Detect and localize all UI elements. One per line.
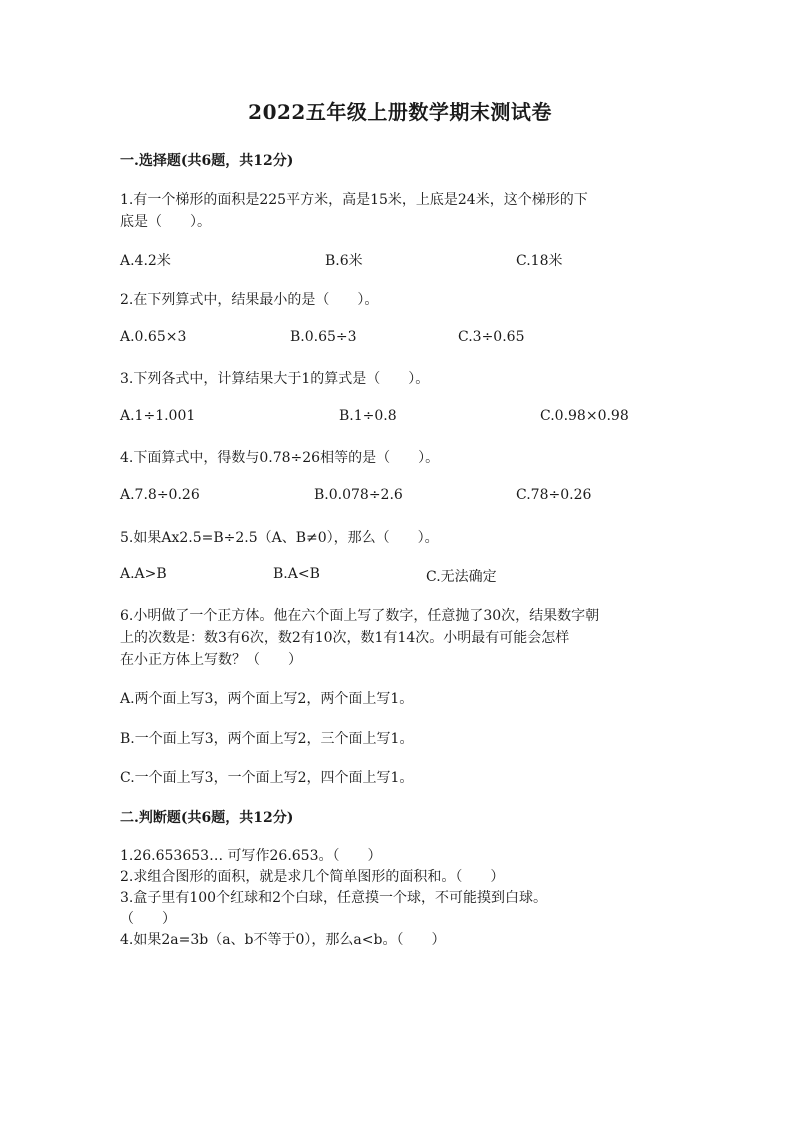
- question-6-option-b: B.一个面上写3，两个面上写2，三个面上写1。: [120, 731, 414, 747]
- question-6-line-2: 上的次数是：数3有6次，数2有10次，数1有14次。小明最有可能会怎样: [120, 630, 570, 646]
- question-5-option-b: B.A<B: [273, 566, 320, 582]
- question-5-option-a: A.A>B: [120, 566, 167, 582]
- question-5-line-1: 5.如果Ax2.5=B÷2.5（A、B≠0），那么（ ）。: [120, 530, 439, 546]
- question-2-option-c: C.3÷0.65: [458, 329, 525, 345]
- question-6-option-a: A.两个面上写3，两个面上写2，两个面上写1。: [120, 691, 414, 707]
- question-4-option-b: B.0.078÷2.6: [314, 487, 403, 503]
- question-3-option-c: C.0.98×0.98: [540, 408, 629, 424]
- judgment-line-4: （ ）: [120, 911, 176, 927]
- section-heading-choice: 一.选择题(共6题，共12分): [120, 153, 294, 169]
- judgment-line-1: 1.26.653653… 可写作26.653。（ ）: [120, 848, 382, 864]
- question-6-line-1: 6.小明做了一个正方体。他在六个面上写了数字，任意抛了30次，结果数字朝: [120, 608, 600, 624]
- question-2-option-a: A.0.65×3: [120, 329, 187, 345]
- question-1-option-c: C.18米: [516, 253, 563, 269]
- question-1-line-1: 1.有一个梯形的面积是225平方米，高是15米，上底是24米，这个梯形的下: [120, 192, 588, 208]
- question-2-option-b: B.0.65÷3: [290, 329, 357, 345]
- judgment-line-2: 2.求组合图形的面积，就是求几个简单图形的面积和。（ ）: [120, 869, 505, 885]
- judgment-line-5: 4.如果2a=3b（a、b不等于0），那么a<b。（ ）: [120, 932, 446, 948]
- question-3-line-1: 3.下列各式中，计算结果大于1的算式是（ ）。: [120, 371, 430, 387]
- judgment-line-3: 3.盒子里有100个红球和2个白球，任意摸一个球，不可能摸到白球。: [120, 890, 547, 906]
- question-5-option-c: C.无法确定: [426, 569, 497, 585]
- question-1-option-a: A.4.2米: [120, 253, 171, 269]
- question-4-line-1: 4.下面算式中，得数与0.78÷26相等的是（ ）。: [120, 450, 440, 466]
- question-3-option-a: A.1÷1.001: [120, 408, 196, 424]
- question-4-option-a: A.7.8÷0.26: [120, 487, 200, 503]
- question-1-line-2: 底是（ ）。: [120, 214, 211, 230]
- question-2-line-1: 2.在下列算式中，结果最小的是（ ）。: [120, 292, 379, 308]
- page-title: 2022五年级上册数学期末测试卷: [248, 100, 552, 124]
- question-4-option-c: C.78÷0.26: [516, 487, 592, 503]
- question-3-option-b: B.1÷0.8: [339, 408, 397, 424]
- section-heading-judgment: 二.判断题(共6题，共12分): [120, 810, 294, 826]
- question-6-line-3: 在小正方体上写数？（ ）: [120, 652, 302, 668]
- question-6-option-c: C.一个面上写3，一个面上写2，四个面上写1。: [120, 770, 414, 786]
- question-1-option-b: B.6米: [325, 253, 363, 269]
